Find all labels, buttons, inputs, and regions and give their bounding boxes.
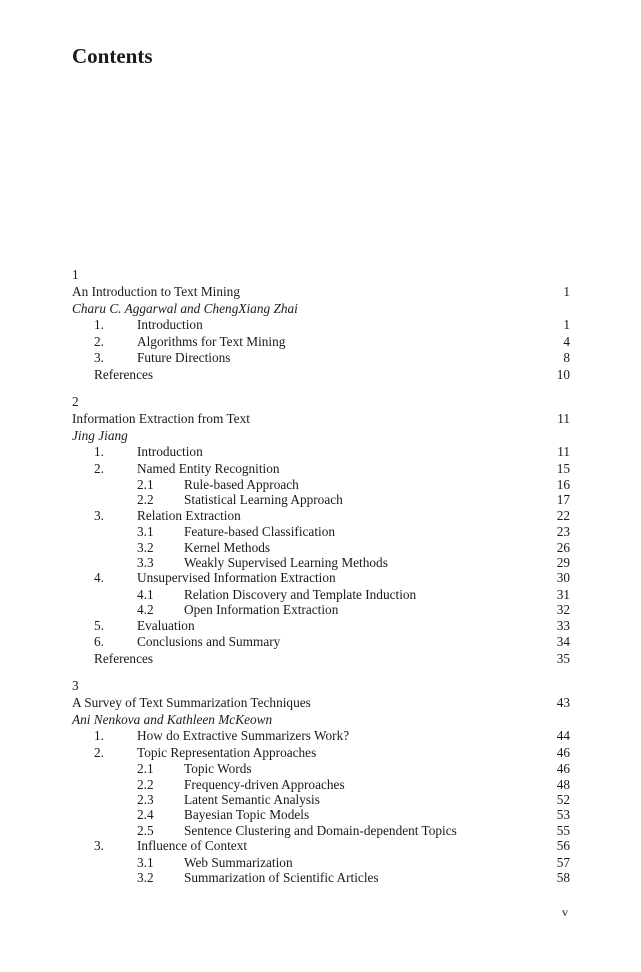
entry-number: 1. — [94, 317, 104, 332]
entry-title: Weakly Supervised Learning Methods — [184, 555, 388, 571]
entry-title: Unsupervised Information Extraction — [137, 570, 336, 586]
entry-title: Sentence Clustering and Domain-dependent Topics — [184, 822, 457, 838]
entry-title: Introduction — [137, 317, 203, 332]
entry-number: 4. — [94, 570, 104, 586]
entry-title: References — [94, 650, 154, 666]
entry-title: Feature-based Classification — [184, 524, 336, 540]
entry-title: Kernel Methods — [184, 539, 271, 555]
entry-page: 46 — [556, 744, 570, 760]
entry-title: Open Information Extraction — [184, 602, 339, 618]
entry-page: 15 — [556, 460, 570, 476]
chapter-block — [72, 266, 570, 383]
entry-number: 3.1 — [137, 854, 154, 870]
entry-title: Evaluation — [137, 617, 195, 633]
entry-title: Web Summarization — [184, 854, 293, 870]
entry-number: 3.2 — [137, 870, 154, 886]
entry-page: 31 — [556, 586, 570, 602]
section-entry[interactable] — [72, 570, 570, 587]
entry-title: References — [94, 366, 154, 382]
chapter-page: 1 — [563, 284, 570, 299]
entry-page: 56 — [556, 838, 570, 854]
entry-page: 8 — [563, 350, 570, 365]
entry-page: 44 — [556, 728, 570, 744]
entry-number: 3.3 — [137, 555, 154, 571]
chapter-block — [72, 677, 570, 885]
subsection-entry[interactable] — [72, 823, 570, 838]
section-entry[interactable] — [72, 444, 570, 461]
subsection-entry[interactable] — [72, 855, 570, 870]
section-entry[interactable] — [72, 350, 570, 367]
entry-page: 11 — [557, 444, 570, 459]
entry-title: Rule-based Approach — [184, 477, 299, 492]
table-of-contents — [72, 266, 570, 895]
chapter-title-row[interactable] — [72, 695, 570, 712]
entry-number: 3. — [94, 350, 104, 365]
subsection-entry[interactable] — [72, 777, 570, 792]
chapter-authors: Charu C. Aggarwal and ChengXiang Zhai — [72, 300, 298, 316]
chapter-title-row[interactable] — [72, 284, 570, 301]
subsection-entry[interactable] — [72, 870, 570, 885]
entry-page: 46 — [556, 761, 570, 777]
subsection-entry[interactable] — [72, 555, 570, 570]
chapter-block — [72, 393, 570, 667]
section-entry[interactable] — [72, 745, 570, 762]
entry-title: Named Entity Recognition — [137, 460, 280, 476]
entry-page: 30 — [556, 570, 570, 586]
entry-number: 6. — [94, 634, 104, 650]
entry-number: 3.2 — [137, 539, 154, 555]
chapter-authors: Jing Jiang — [72, 427, 128, 443]
entry-number: 2.1 — [137, 761, 154, 777]
references-entry[interactable] — [72, 367, 570, 384]
entry-number: 1. — [94, 444, 104, 459]
entry-title: Topic Words — [184, 761, 252, 777]
entry-page: 22 — [556, 507, 570, 523]
entry-number: 3. — [94, 507, 104, 523]
subsection-entry[interactable] — [72, 807, 570, 822]
entry-number: 1. — [94, 728, 104, 744]
entry-page: 16 — [556, 477, 570, 492]
section-entry[interactable] — [72, 461, 570, 478]
subsection-entry[interactable] — [72, 540, 570, 555]
entry-title: How do Extractive Summarizers Work? — [137, 728, 350, 744]
references-entry[interactable] — [72, 651, 570, 668]
entry-title: Statistical Learning Approach — [184, 492, 343, 508]
section-entry[interactable] — [72, 317, 570, 334]
entry-number: 2.2 — [137, 492, 154, 508]
entry-number: 2.5 — [137, 822, 154, 838]
entry-page: 32 — [556, 602, 570, 618]
subsection-entry[interactable] — [72, 602, 570, 617]
page-number: v — [562, 905, 568, 919]
subsection-entry[interactable] — [72, 492, 570, 507]
chapter-page: 11 — [557, 411, 570, 426]
chapter-title: An Introduction to Text Mining — [72, 284, 240, 299]
entry-page: 26 — [556, 539, 570, 555]
chapter-number: 3 — [72, 678, 79, 694]
entry-title: Relation Discovery and Template Induction — [184, 586, 417, 602]
section-entry[interactable] — [72, 618, 570, 635]
chapter-number: 2 — [72, 394, 79, 409]
entry-title: Bayesian Topic Models — [184, 807, 310, 823]
entry-title: Summarization of Scientific Articles — [184, 870, 379, 886]
subsection-entry[interactable] — [72, 792, 570, 807]
entry-number: 3.1 — [137, 524, 154, 540]
entry-title: Relation Extraction — [137, 507, 241, 523]
entry-page: 35 — [556, 650, 570, 666]
entry-page: 52 — [556, 792, 570, 808]
subsection-entry[interactable] — [72, 761, 570, 776]
chapter-number: 1 — [72, 267, 79, 282]
section-entry[interactable] — [72, 838, 570, 855]
chapter-title: Information Extraction from Text — [72, 411, 250, 426]
entry-page: 17 — [556, 492, 570, 508]
entry-page: 58 — [556, 870, 570, 886]
entry-title: Conclusions and Summary — [137, 634, 281, 650]
chapter-title: A Survey of Text Summarization Techniques — [72, 695, 311, 711]
subsection-entry[interactable] — [72, 524, 570, 539]
entry-title: Frequency-driven Approaches — [184, 776, 345, 792]
entry-number: 3. — [94, 838, 104, 854]
entry-number: 4.1 — [137, 586, 154, 602]
section-entry[interactable] — [72, 508, 570, 525]
entry-number: 5. — [94, 617, 104, 633]
entry-number: 2.3 — [137, 792, 154, 808]
section-entry[interactable] — [72, 728, 570, 745]
entry-number: 2.1 — [137, 477, 154, 492]
entry-page: 29 — [556, 555, 570, 571]
section-entry[interactable] — [72, 634, 570, 651]
entry-page: 55 — [556, 822, 570, 838]
entry-title: Algorithms for Text Mining — [137, 333, 286, 349]
entry-title: Latent Semantic Analysis — [184, 792, 320, 808]
entry-number: 2. — [94, 460, 104, 476]
subsection-entry[interactable] — [72, 477, 570, 492]
entry-number: 4.2 — [137, 602, 154, 618]
entry-page: 53 — [556, 807, 570, 823]
entry-number: 2. — [94, 333, 104, 349]
entry-number: 2. — [94, 744, 104, 760]
entry-page: 57 — [556, 854, 570, 870]
section-entry[interactable] — [72, 334, 570, 351]
page-title: Contents — [72, 44, 153, 68]
entry-number: 2.2 — [137, 776, 154, 792]
entry-page: 10 — [556, 366, 570, 382]
subsection-entry[interactable] — [72, 587, 570, 602]
entry-number: 2.4 — [137, 807, 154, 823]
chapter-authors: Ani Nenkova and Kathleen McKeown — [72, 711, 273, 727]
entry-page: 33 — [556, 617, 570, 633]
entry-page: 4 — [563, 333, 570, 349]
chapter-title-row[interactable] — [72, 411, 570, 428]
entry-title: Influence of Context — [137, 838, 248, 854]
entry-title: Topic Representation Approaches — [137, 744, 317, 760]
entry-title: Future Directions — [137, 350, 231, 365]
entry-page: 34 — [556, 634, 570, 650]
entry-page: 48 — [556, 776, 570, 792]
entry-page: 1 — [563, 317, 570, 332]
chapter-page: 43 — [556, 695, 570, 711]
entry-page: 23 — [556, 524, 570, 540]
entry-title: Introduction — [137, 444, 203, 459]
